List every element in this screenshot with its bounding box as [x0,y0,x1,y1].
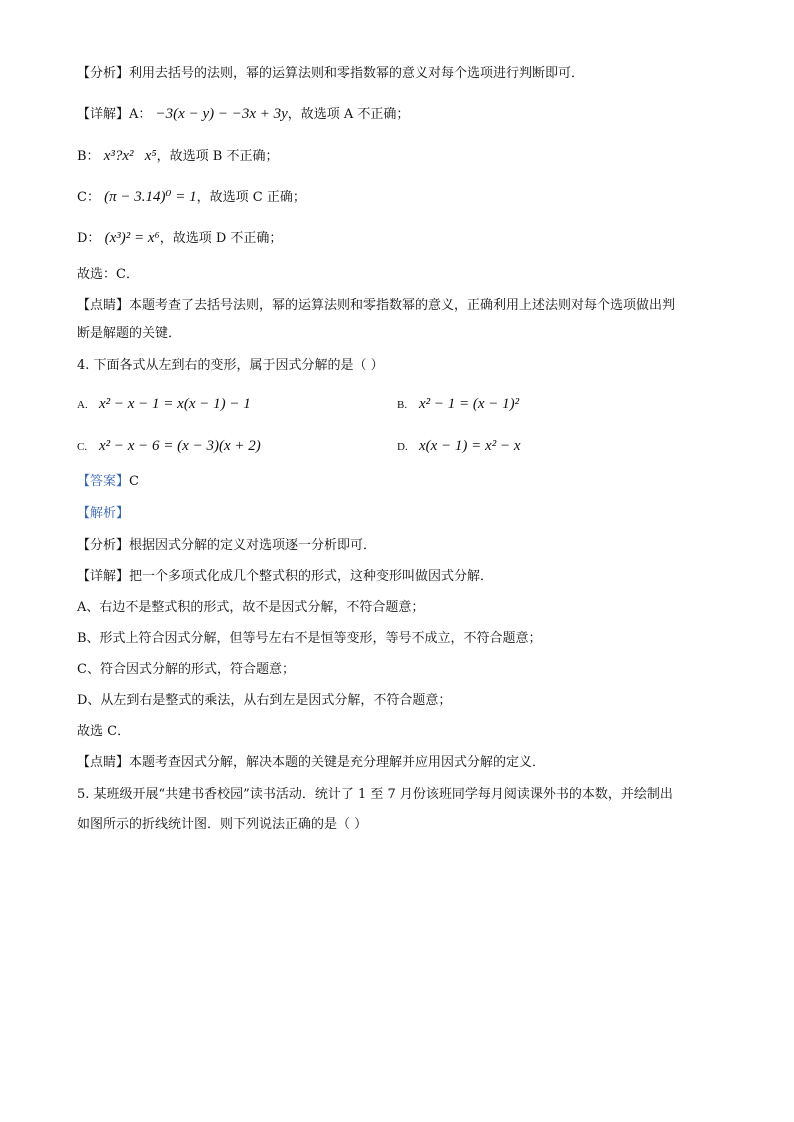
q3-detail-c [77,187,306,208]
math-expression: x² − x − 1 = x(x − 1) − 1 [99,396,251,412]
q4-stem: 4. 下面各式从左到右的变形，属于因式分解的是（ ） [77,358,384,373]
option-prefix: B： [77,149,100,164]
detail-tag: 【详解】 [77,569,130,584]
detail-verdict: ，故选项 C 正确； [196,190,306,205]
math-expression: x² − x − 6 = (x − 3)(x + 2) [99,438,261,454]
q4-reason-d: D、从左到右是整式的乘法，从右到左是因式分解，不符合题意； [77,693,452,708]
detail-verdict: ，故选项 A 不正确； [287,107,410,122]
option-prefix: D： [77,231,101,246]
q3-detail-b [77,146,278,167]
remark-text: 本题考查因式分解，解决本题的关键是充分理解并应用因式分解的定义． [129,755,546,770]
q3-remark-line-2: 断是解题的关键． [77,326,182,341]
option-prefix: C： [77,190,100,205]
analysis-tag: 【分析】 [77,538,130,553]
remark-text: 本题考查了去括号法则，幂的运算法则和零指数幂的意义，正确利用上述法则对每个选项做出判 [129,298,676,313]
option-label: B. [397,399,408,411]
q4-option-a [77,394,251,415]
q4-choice: 故选 C． [77,724,131,739]
q4-reason-a: A、右边不是整式积的形式，故不是因式分解，不符合题意； [77,600,425,615]
q3-choice: 故选：C． [77,267,139,282]
math-expression: (π − 3.14)⁰ = 1 [104,189,197,205]
detail-verdict: ，故选项 D 不正确； [159,231,283,246]
remark-tag: 【点睛】 [77,298,130,313]
analysis-tag: 【分析】 [77,66,130,81]
q4-reason-b: B、形式上符合因式分解，但等号左右不是恒等变形，等号不成立，不符合题意； [77,631,542,646]
option-prefix: A： [129,107,152,122]
detail-text: 把一个多项式化成几个整式积的形式，这种变形叫做因式分解． [129,569,494,584]
math-expression: x³?x² x⁵ [103,148,157,164]
q3-detail-d [77,228,282,249]
q4-answer [77,472,139,492]
math-expression: x² − 1 = (x − 1)² [419,396,520,412]
detail-verdict: ，故选项 B 不正确； [156,149,279,164]
math-expression: −3(x − y) − −3x + 3y [155,106,288,122]
q4-explain-tag [77,504,129,524]
option-label: A. [77,399,88,411]
math-expression: x(x − 1) = x² − x [419,438,521,454]
analysis-text: 根据因式分解的定义对选项逐一分析即可． [129,538,377,553]
option-label: C. [77,441,88,453]
q3-detail-a [77,104,409,125]
q4-option-c [77,436,261,457]
remark-tag: 【点睛】 [77,755,130,770]
q4-reason-c: C、符合因式分解的形式，符合题意； [77,662,295,677]
explain-tag: 【解析】 [77,506,130,521]
q4-detail [77,567,493,587]
q4-option-d [397,436,520,457]
detail-tag: 【详解】 [77,107,130,122]
q3-remark-line-1 [77,296,675,316]
math-expression: (x³)² = x⁶ [104,230,160,246]
answer-value: C [129,474,139,489]
option-label: D. [397,441,408,453]
q4-analysis [77,536,376,556]
q4-remark [77,753,545,773]
answer-tag: 【答案】 [77,474,130,489]
q5-stem-line-1: 5. 某班级开展“共建书香校园”读书活动．统计了 1 至 7 月份该班同学每月阅读课外书的本数，并绘制出 [77,787,673,802]
q4-option-b [397,394,519,415]
q5-stem-line-2: 如图所示的折线统计图．则下列说法正确的是（ ） [77,817,368,832]
q3-analysis [77,64,584,84]
analysis-text: 利用去括号的法则，幂的运算法则和零指数幂的意义对每个选项进行判断即可． [129,66,585,81]
